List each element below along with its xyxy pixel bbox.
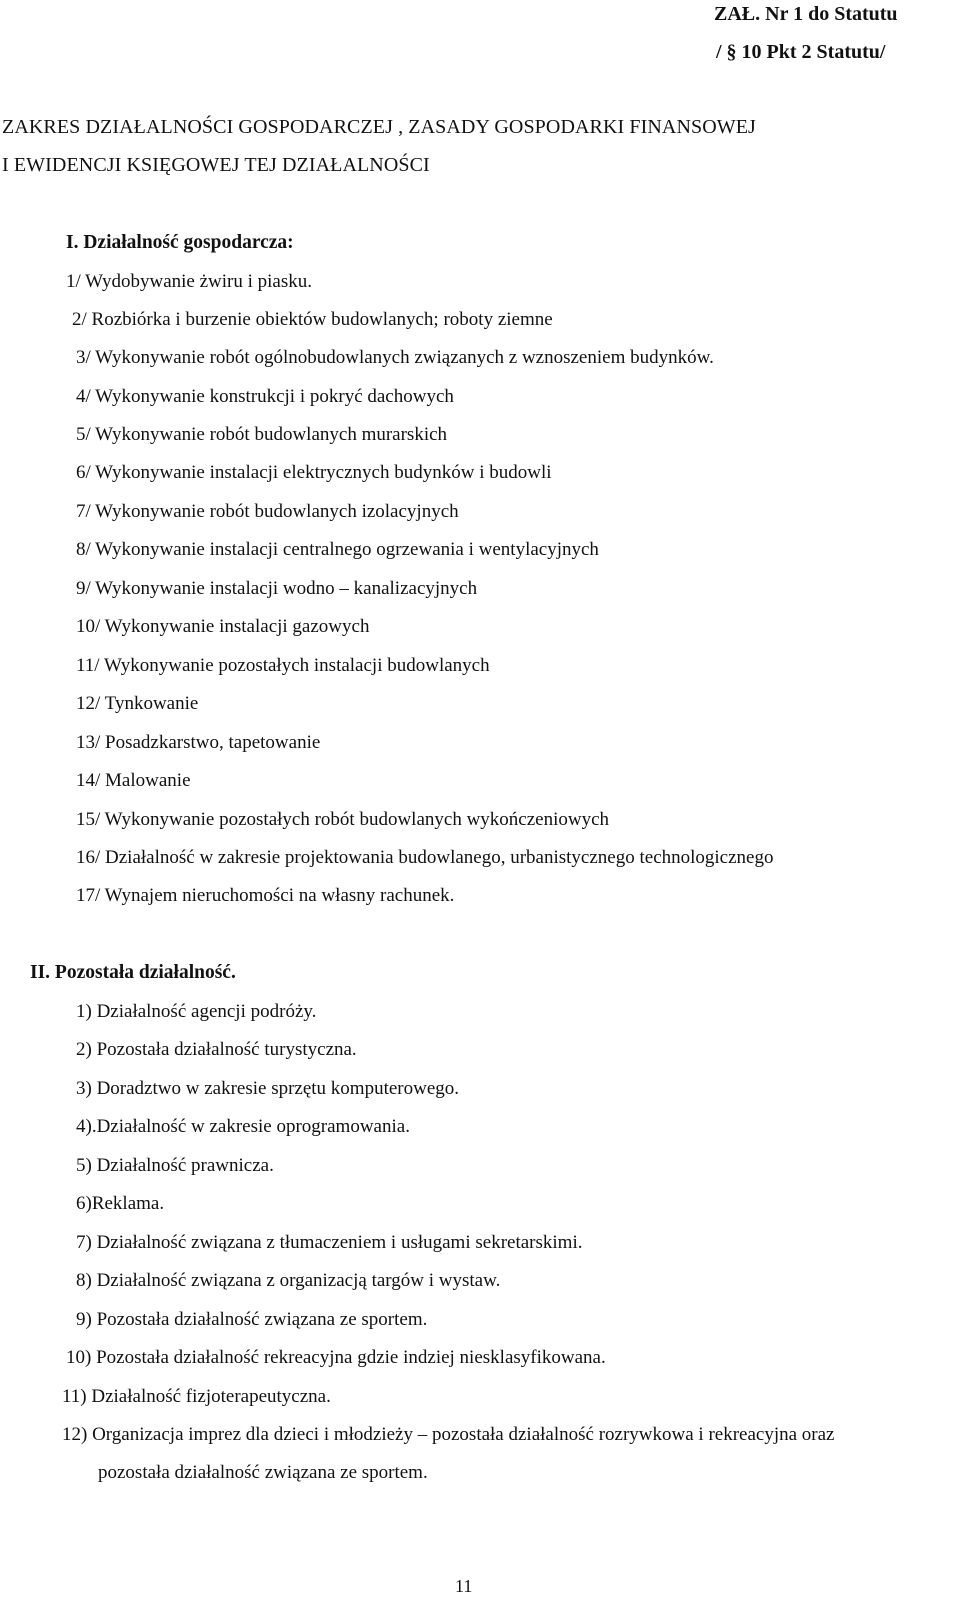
list-item: 16/ Działalność w zakresie projektowania budowlanego, urbanistycznego technologicznego — [76, 847, 774, 868]
list-item: 10/ Wykonywanie instalacji gazowych — [76, 616, 370, 637]
list-item: 2) Pozostała działalność turystyczna. — [76, 1039, 357, 1060]
attachment-label: ZAŁ. Nr 1 do Statutu — [714, 3, 898, 25]
list-item: 6)Reklama. — [76, 1193, 165, 1214]
list-item: 5) Działalność prawnicza. — [76, 1155, 274, 1176]
list-item: 10) Pozostała działalność rekreacyjna gdzie indziej niesklasyfikowana. — [66, 1347, 606, 1368]
section-heading-1: I. Działalność gospodarcza: — [66, 232, 294, 253]
list-item: 11/ Wykonywanie pozostałych instalacji budowlanych — [76, 655, 490, 676]
list-item: 7/ Wykonywanie robót budowlanych izolacyjnych — [76, 501, 459, 522]
page-number: 11 — [455, 1576, 473, 1596]
list-item: 17/ Wynajem nieruchomości na własny rachunek. — [76, 885, 455, 906]
list-item: 3/ Wykonywanie robót ogólnobudowlanych związanych z wznoszeniem budynków. — [76, 347, 714, 368]
list-item: 1/ Wydobywanie żwiru i piasku. — [66, 271, 312, 292]
list-item: 12/ Tynkowanie — [76, 693, 199, 714]
list-item: 13/ Posadzkarstwo, tapetowanie — [76, 732, 321, 753]
document-title-line1: ZAKRES DZIAŁALNOŚCI GOSPODARCZEJ , ZASADY GOSPODARKI FINANSOWEJ — [2, 116, 756, 138]
list-item: 11) Działalność fizjoterapeutyczna. — [62, 1386, 331, 1407]
list-item: 4).Działalność w zakresie oprogramowania. — [76, 1116, 410, 1137]
list-item: 3) Doradztwo w zakresie sprzętu komputerowego. — [76, 1078, 460, 1099]
list-item: 4/ Wykonywanie konstrukcji i pokryć dachowych — [76, 386, 454, 407]
list-item: 12) Organizacja imprez dla dzieci i młodzieży – pozostała działalność rozrywkowa i rekreacyjna oraz — [62, 1424, 835, 1445]
list-item: 5/ Wykonywanie robót budowlanych murarskich — [76, 424, 448, 445]
list-item: 8/ Wykonywanie instalacji centralnego ogrzewania i wentylacyjnych — [76, 539, 599, 560]
list-item-continuation: pozostała działalność związana ze sportem. — [98, 1462, 428, 1483]
list-item: 2/ Rozbiórka i burzenie obiektów budowlanych; roboty ziemne — [72, 309, 553, 330]
list-item: 8) Działalność związana z organizacją targów i wystaw. — [76, 1270, 501, 1291]
list-item: 9) Pozostała działalność związana ze sportem. — [76, 1309, 428, 1330]
list-item: 14/ Malowanie — [76, 770, 191, 791]
list-item: 6/ Wykonywanie instalacji elektrycznych budynków i budowli — [76, 462, 552, 483]
list-item: 9/ Wykonywanie instalacji wodno – kanalizacyjnych — [76, 578, 478, 599]
list-item: 1) Działalność agencji podróży. — [76, 1001, 317, 1022]
list-item: 15/ Wykonywanie pozostałych robót budowlanych wykończeniowych — [76, 809, 610, 830]
document-title-line2: I EWIDENCJI KSIĘGOWEJ TEJ DZIAŁALNOŚCI — [2, 154, 430, 176]
list-item: 7) Działalność związana z tłumaczeniem i usługami sekretarskimi. — [76, 1232, 583, 1253]
statute-reference: / § 10 Pkt 2 Statutu/ — [716, 41, 886, 63]
section-heading-2: II. Pozostała działalność. — [30, 962, 236, 983]
